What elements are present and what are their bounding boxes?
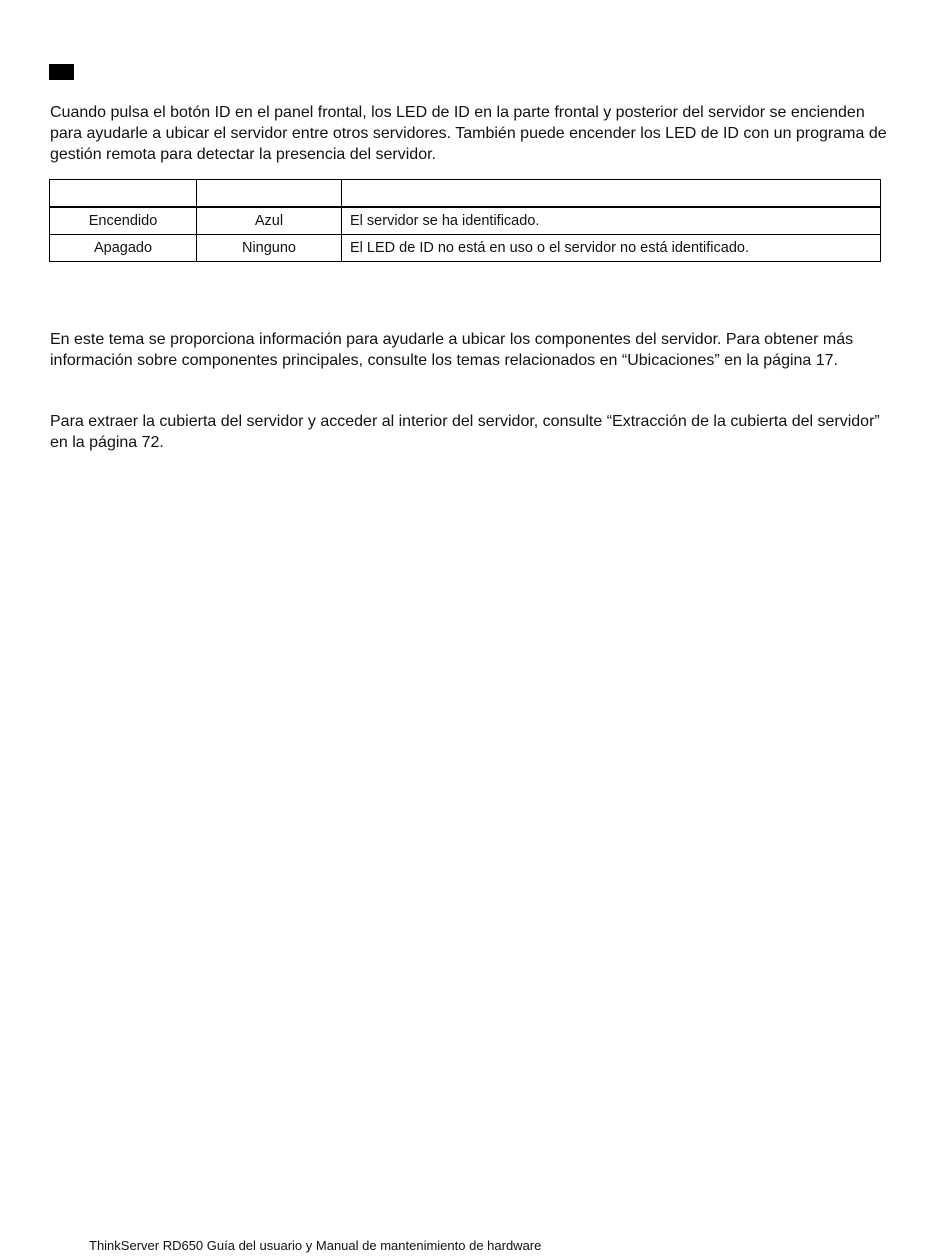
table-header-cell — [342, 180, 881, 208]
table-header-row — [50, 180, 881, 208]
page-footer: ThinkServer RD650 Guía del usuario y Manual de mantenimiento de hardware — [89, 1238, 542, 1253]
table-cell-description: El servidor se ha identificado. — [342, 207, 881, 235]
table-row — [50, 235, 881, 262]
table-cell-status: Encendido — [50, 207, 197, 235]
table-header-cell — [50, 180, 197, 208]
components-paragraph: En este tema se proporciona información para ayudarle a ubicar los componentes del servidor. Para obtener más información sobre componentes principales, consulte los temas relacionados en “Ubicaciones” en la página 17. — [50, 331, 854, 369]
intro-paragraph: Cuando pulsa el botón ID en el panel frontal, los LED de ID en la parte frontal y posterior del servidor se encienden para ayudarle a ubicar el servidor entre otros servidores. También puede encender los LED de ID con un programa de gestión remota para detectar la presencia del servidor. — [50, 104, 887, 163]
led-status-table — [49, 179, 881, 262]
section-marker-block — [49, 64, 74, 80]
table-cell-status: Apagado — [50, 235, 197, 262]
table-cell-color: Azul — [197, 207, 342, 235]
table-header-cell — [197, 180, 342, 208]
table-cell-color: Ninguno — [197, 235, 342, 262]
table-row — [50, 207, 881, 235]
table-cell-description: El LED de ID no está en uso o el servidor no está identificado. — [342, 235, 881, 262]
cover-removal-paragraph: Para extraer la cubierta del servidor y acceder al interior del servidor, consulte “Extracción de la cubierta del servidor” en la página 72. — [50, 413, 880, 451]
